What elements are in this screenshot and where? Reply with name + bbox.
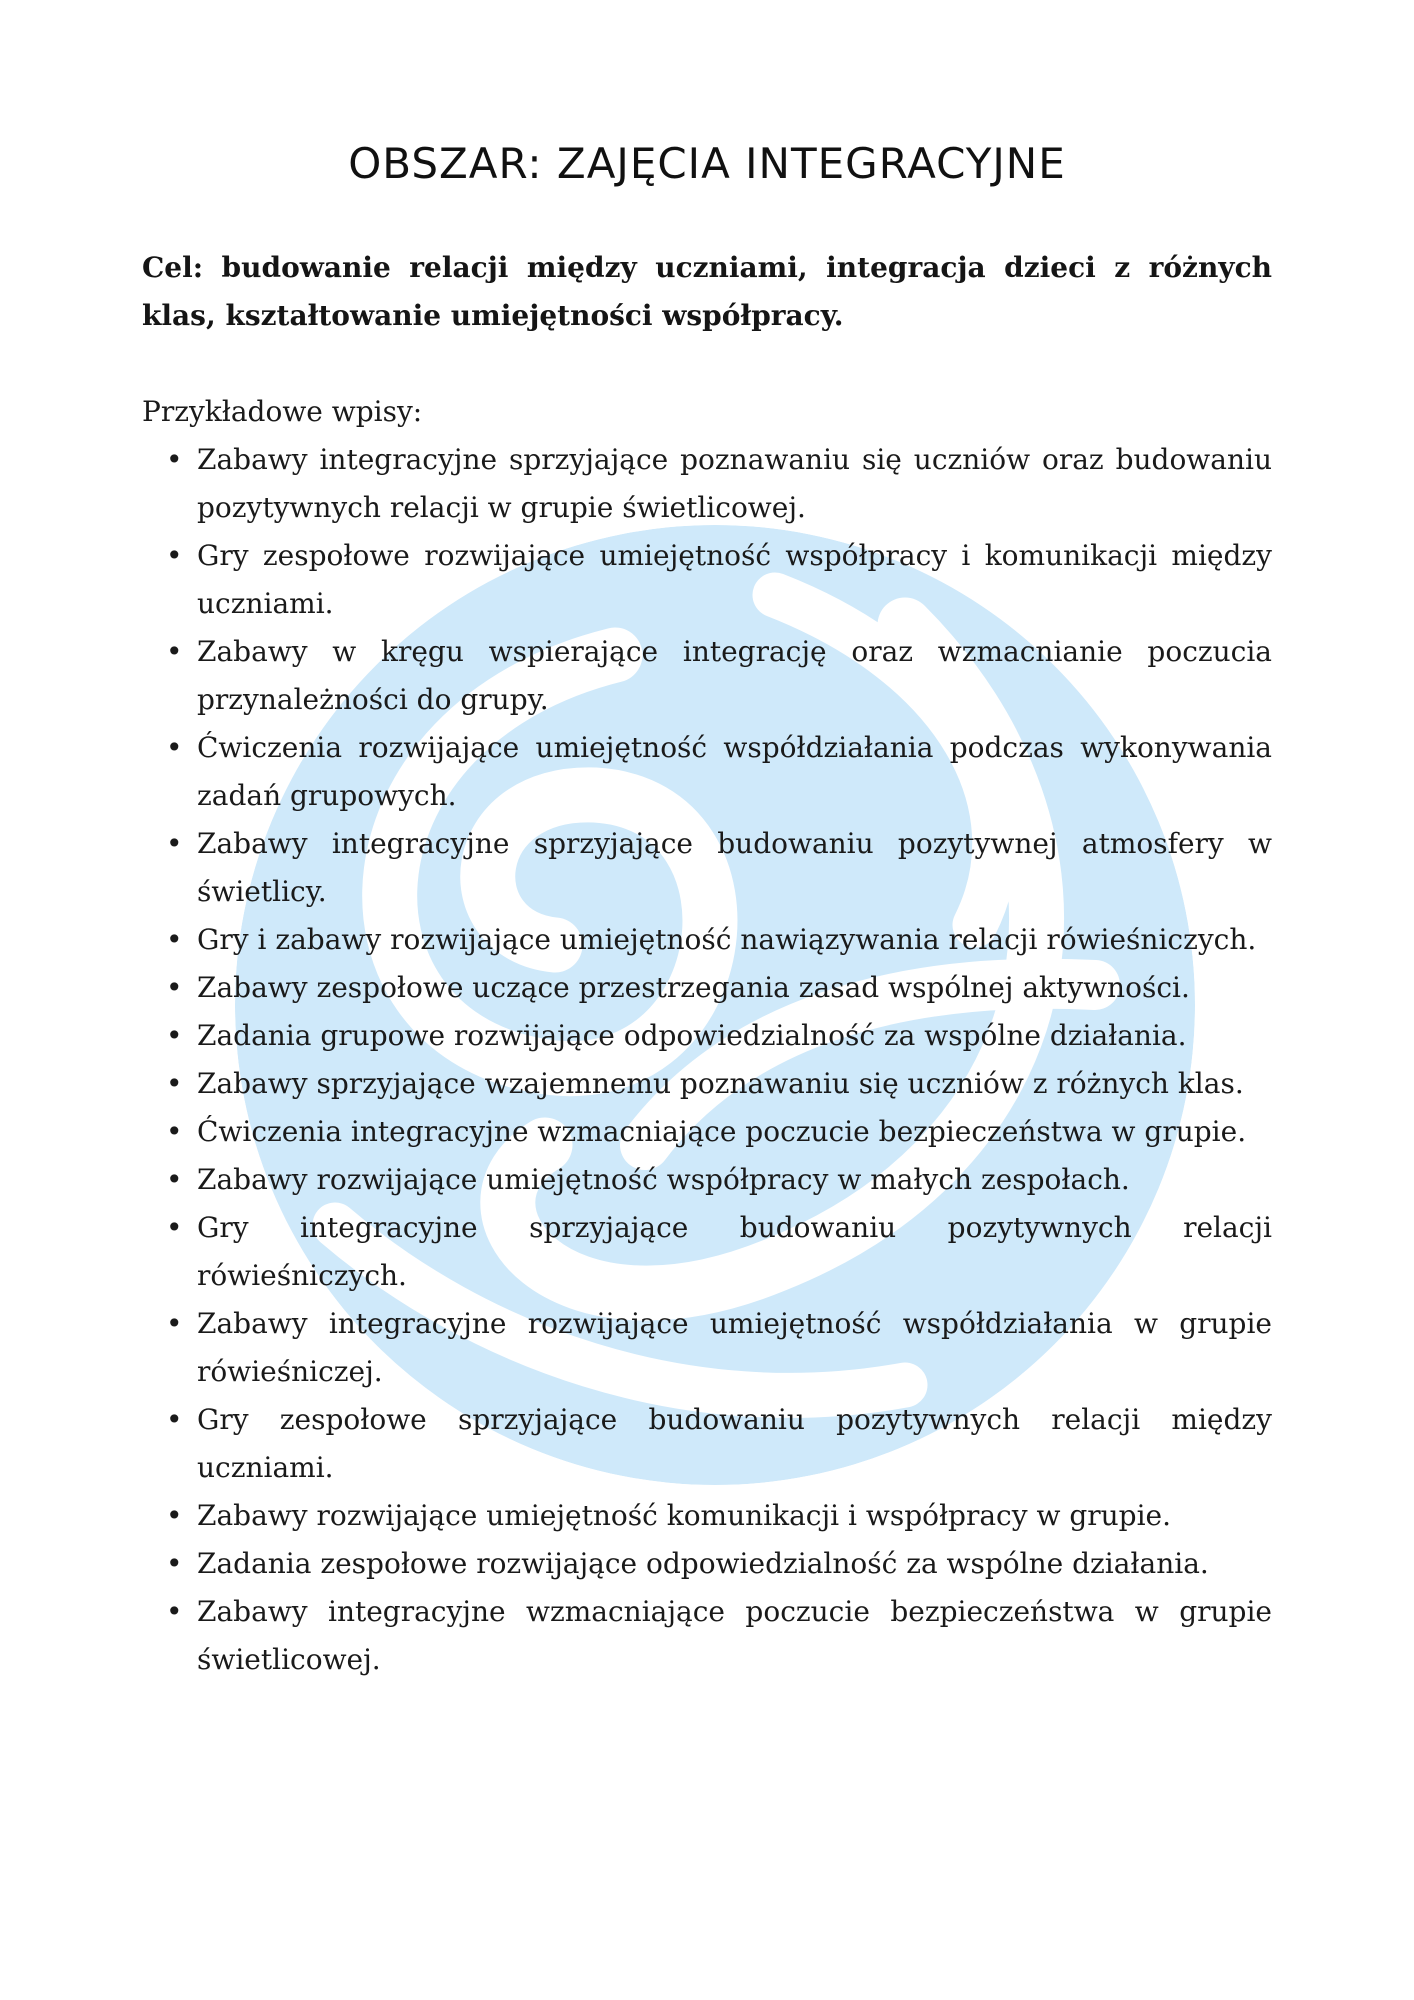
list-item-text: Ćwiczenia integracyjne wzmacniające poczucie bezpieczeństwa w grupie. [197,1115,1247,1148]
list-item-text: Zabawy rozwijające umiejętność komunikacji i współpracy w grupie. [197,1499,1172,1532]
bullet-icon: • [166,1547,183,1580]
bullet-icon: • [166,635,183,668]
list-item [142,1012,1272,1060]
bullet-icon: • [166,923,183,956]
bullet-icon: • [166,1595,183,1628]
bullet-icon: • [166,731,183,764]
list-item-text: Zabawy integracyjne wzmacniające poczucie bezpieczeństwa w grupie świetlicowej. [197,1595,1272,1676]
list-item-text: Gry zespołowe sprzyjające budowaniu pozytywnych relacji między uczniami. [197,1403,1272,1484]
list-item [142,532,1272,628]
bullet-icon: • [166,1163,183,1196]
bullet-icon: • [166,1403,183,1436]
list-item-text: Zadania grupowe rozwijające odpowiedzialność za wspólne działania. [197,1019,1187,1052]
list-item-text: Zabawy integracyjne rozwijające umiejętność współdziałania w grupie rówieśniczej. [197,1307,1272,1388]
list-item-text: Zadania zespołowe rozwijające odpowiedzialność za wspólne działania. [197,1547,1209,1580]
list-item [142,1492,1272,1540]
bullet-icon: • [166,827,183,860]
list-item [142,1396,1272,1492]
list-item [142,1204,1272,1300]
entries-list [142,436,1272,1684]
list-item-text: Gry integracyjne sprzyjające budowaniu pozytywnych relacji rówieśniczych. [197,1211,1272,1292]
bullet-icon: • [166,1115,183,1148]
list-item-text: Gry zespołowe rozwijające umiejętność współpracy i komunikacji między uczniami. [197,539,1272,620]
page-title: OBSZAR: ZAJĘCIA INTEGRACYJNE [348,139,1066,188]
bullet-icon: • [166,1307,183,1340]
goal-statement: Cel: budowanie relacji między uczniami, integracja dzieci z różnych klas, kształtowanie umiejętności współpracy. [142,251,1272,332]
list-item [142,1156,1272,1204]
bullet-icon: • [166,539,183,572]
bullet-icon: • [166,1019,183,1052]
document-page [142,0,1272,1684]
list-item-text: Gry i zabawy rozwijające umiejętność nawiązywania relacji rówieśniczych. [197,923,1257,956]
list-item [142,820,1272,916]
bullet-icon: • [166,971,183,1004]
list-item [142,964,1272,1012]
list-item [142,1108,1272,1156]
bullet-icon: • [166,1499,183,1532]
list-item [142,436,1272,532]
list-item-text: Zabawy rozwijające umiejętność współpracy w małych zespołach. [197,1163,1130,1196]
list-item-text: Zabawy zespołowe uczące przestrzegania zasad wspólnej aktywności. [197,971,1190,1004]
list-item [142,1540,1272,1588]
examples-label: Przykładowe wpisy: [142,395,423,428]
bullet-icon: • [166,443,183,476]
list-item [142,1060,1272,1108]
bullet-icon: • [166,1211,183,1244]
bullet-icon: • [166,1067,183,1100]
list-item [142,1588,1272,1684]
list-item-text: Zabawy sprzyjające wzajemnemu poznawaniu się uczniów z różnych klas. [197,1067,1244,1100]
list-item-text: Zabawy integracyjne sprzyjające poznawaniu się uczniów oraz budowaniu pozytywnych relacji w grupie świetlicowej. [197,443,1272,524]
list-item [142,1300,1272,1396]
list-item-text: Zabawy integracyjne sprzyjające budowaniu pozytywnej atmosfery w świetlicy. [197,827,1272,908]
list-item-text: Ćwiczenia rozwijające umiejętność współdziałania podczas wykonywania zadań grupowych. [197,731,1272,812]
list-item [142,724,1272,820]
list-item-text: Zabawy w kręgu wspierające integrację oraz wzmacnianie poczucia przynależności do grupy. [197,635,1272,716]
list-item [142,916,1272,964]
list-item [142,628,1272,724]
